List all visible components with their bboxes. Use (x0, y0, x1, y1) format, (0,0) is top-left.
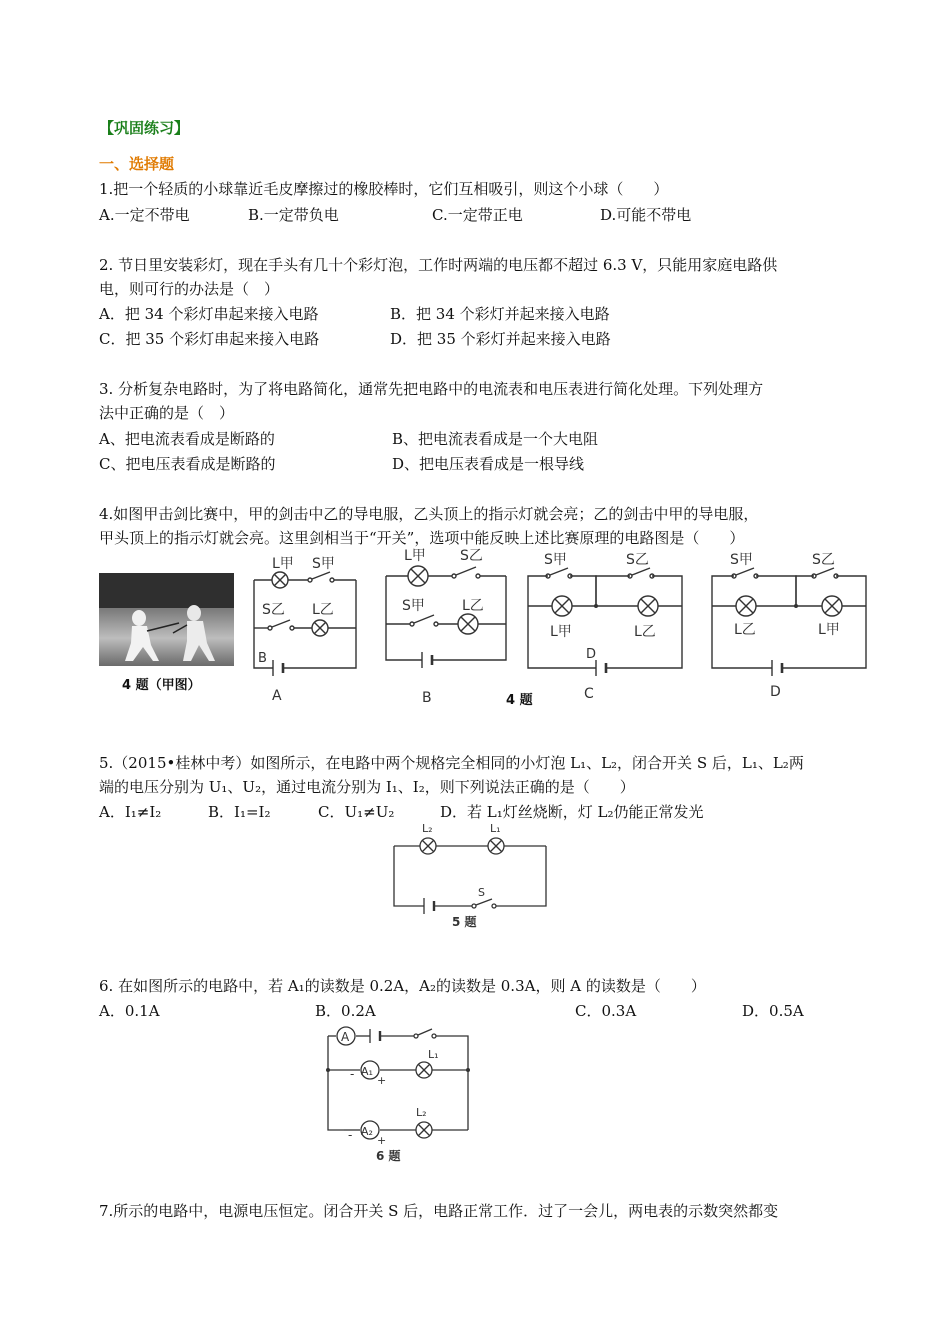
q3-stem-line1: 3. 分析复杂电路时，为了将电路简化，通常先把电路中的电流表和电压表进行简化处理。下列处理方 (99, 380, 764, 398)
q4-circuit-b (382, 548, 512, 708)
q5-stem-line2: 端的电压分别为 U₁、U₂，通过电流分别为 I₁、I₂，则下列说法正确的是（ ） (99, 778, 635, 796)
q1-option-c: C.一定带正电 (432, 206, 523, 224)
circuit-d-switch-left-label: S甲 (730, 552, 753, 568)
circuit-c-lamp-left-label: L甲 (550, 624, 572, 640)
circuit-c-switch-left-label: S甲 (544, 552, 567, 568)
q6-option-b: B．0.2A (315, 1002, 376, 1020)
circuit-a-lamp-top-label: L甲 (272, 556, 294, 572)
q2-stem-line2: 电，则可行的办法是（ ） (99, 280, 280, 298)
q3-option-a: A、把电流表看成是断路的 (99, 430, 275, 448)
q6-option-a: A．0.1A (99, 1002, 160, 1020)
q4-stem-line2: 甲头顶上的指示灯就会亮。这里剑相当于“开关”，选项中能反映上述比赛原理的电路图是（ ） (99, 529, 745, 547)
q3-option-b: B、把电流表看成是一个大电阻 (392, 430, 599, 448)
q4-circuit-a (246, 548, 346, 704)
circuit-c-battery-label: D (586, 647, 597, 662)
q2-option-b: B．把 34 个彩灯并起来接入电路 (390, 305, 610, 323)
q6-option-c: C．0.3A (575, 1002, 637, 1020)
q5-stem-line1: 5.（2015•桂林中考）如图所示，在电路中两个规格完全相同的小灯泡 L₁、L₂，闭合开关 S 后，L₁、L₂两 (99, 754, 804, 772)
circuit-b-switch-bottom-label: S甲 (402, 598, 425, 614)
circuit-b-switch-top-label: S乙 (460, 548, 483, 564)
q4-circuit-c (526, 548, 691, 702)
circuit-c-letter: C (584, 686, 594, 702)
circuit-d-lamp-left-label: L乙 (734, 622, 756, 638)
circuit-b-lamp-top-label: L甲 (404, 548, 426, 564)
circuit-a-switch-bottom-label: S乙 (262, 602, 285, 618)
circuit-a-switch-top-label: S甲 (312, 556, 335, 572)
q3-stem-line2: 法中正确的是（ ） (99, 404, 235, 422)
q4-photo-caption: 4 题（甲图） (122, 678, 201, 693)
q3-option-c: C、把电压表看成是断路的 (99, 455, 276, 473)
circuit-a-lamp-bottom-label: L乙 (312, 602, 334, 618)
q6-meter-a-label: A (341, 1030, 350, 1044)
q1-option-b: B.一定带负电 (248, 206, 339, 224)
circuit-c-switch-right-label: S乙 (626, 552, 649, 568)
q7-stem: 7.所示的电路中，电源电压恒定。闭合开关 S 后，电路正常工作．过了一会儿，两电表的示数突然都变 (99, 1202, 779, 1220)
q2-option-a: A．把 34 个彩灯串起来接入电路 (99, 305, 319, 323)
q1-option-a: A.一定不带电 (99, 206, 190, 224)
q6-a2-minus: - (348, 1128, 353, 1142)
q6-a1-plus: + (377, 1074, 387, 1087)
q6-option-d: D．0.5A (742, 1002, 804, 1020)
fencers-silhouette (99, 573, 234, 666)
q6-circuit (326, 1024, 476, 1164)
circuit-a-letter: A (272, 688, 282, 704)
q2-stem-line1: 2. 节日里安装彩灯，现在手头有几十个彩灯泡，工作时两端的电压都不超过 6.3 V，只能用家庭电路供 (99, 256, 778, 274)
q6-a1-minus: - (350, 1067, 355, 1081)
q5-figure-caption: 5 题 (452, 915, 477, 929)
section-header: 【巩固练习】 (99, 119, 190, 137)
q5-option-d: D．若 L₁灯丝烧断，灯 L₂仍能正常发光 (440, 803, 704, 821)
section-title: 一、选择题 (99, 155, 175, 173)
q5-option-a: A．I₁≠I₂ (99, 803, 162, 821)
circuit-d-lamp-right-label: L甲 (818, 622, 840, 638)
q6-meter-a1-label: A₁ (361, 1065, 373, 1078)
q6-a2-plus: + (377, 1134, 387, 1147)
q1-stem: 1.把一个轻质的小球靠近毛皮摩擦过的橡胶棒时，它们互相吸引，则这个小球（ ） (99, 180, 669, 198)
q5-option-c: C．U₁≠U₂ (318, 803, 395, 821)
q4-stem-line1: 4.如图甲击剑比赛中，甲的剑击中乙的导电服，乙头顶上的指示灯就会亮；乙的剑击中甲的导电服， (99, 505, 759, 523)
q4-circuit-d (710, 548, 875, 698)
q2-option-c: C．把 35 个彩灯串起来接入电路 (99, 330, 320, 348)
q6-lamp2-label: L₂ (416, 1106, 427, 1119)
circuit-a-battery-label: B (258, 651, 267, 666)
circuit-d-letter: D (770, 684, 781, 700)
q5-option-b: B．I₁=I₂ (208, 803, 271, 821)
q6-figure-caption: 6 题 (376, 1149, 401, 1163)
q5-lamp2-label: L₂ (422, 822, 433, 835)
circuit-c-lamp-right-label: L乙 (634, 624, 656, 640)
q1-option-d: D.可能不带电 (600, 206, 692, 224)
q5-lamp1-label: L₁ (490, 822, 501, 835)
q5-circuit (392, 822, 552, 929)
circuit-d-switch-right-label: S乙 (812, 552, 835, 568)
q6-meter-a2-label: A₂ (361, 1125, 373, 1138)
fencing-photo (99, 573, 234, 666)
q4-figure-caption: 4 题 (506, 693, 533, 708)
q3-option-d: D、把电压表看成是一根导线 (392, 455, 585, 473)
q2-option-d: D．把 35 个彩灯并起来接入电路 (390, 330, 611, 348)
q5-switch-label: S (478, 886, 485, 899)
q6-lamp1-label: L₁ (428, 1048, 439, 1061)
q6-stem: 6. 在如图所示的电路中，若 A₁的读数是 0.2A，A₂的读数是 0.3A，则 A 的读数是（ ） (99, 977, 706, 995)
circuit-b-lamp-bottom-label: L乙 (462, 598, 484, 614)
circuit-b-letter: B (422, 690, 432, 706)
